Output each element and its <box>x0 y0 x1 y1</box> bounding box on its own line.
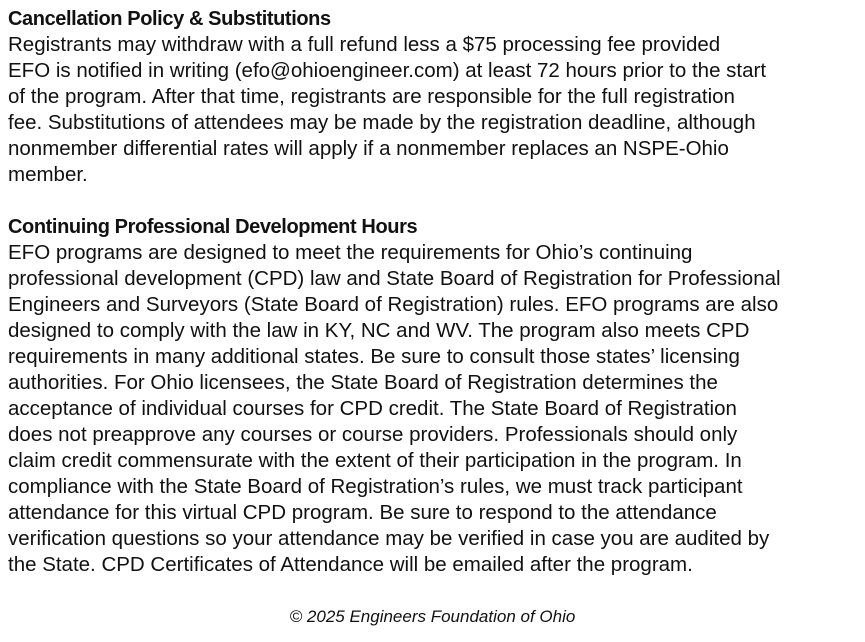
body-line: designed to comply with the law in KY, NC and WV. The program also meets CPD <box>8 319 750 342</box>
cpd-heading: Continuing Professional Development Hours <box>8 216 418 238</box>
body-line: requirements in many additional states. Be sure to consult those states’ licensing <box>8 345 740 368</box>
cancellation-body <box>8 32 858 188</box>
body-line: member. <box>8 163 88 186</box>
body-line: EFO is notified in writing (efo@ohioengineer.com) at least 72 hours prior to the start <box>8 59 767 82</box>
copyright-footer: © 2025 Engineers Foundation of Ohio <box>289 607 576 626</box>
body-line: claim credit commensurate with the extent of their participation in the program. In <box>8 449 742 472</box>
body-line: professional development (CPD) law and State Board of Registration for Professional <box>8 267 781 290</box>
cancellation-heading: Cancellation Policy & Substitutions <box>8 8 331 30</box>
body-line: compliance with the State Board of Registration’s rules, we must track participant <box>8 475 743 498</box>
body-line: EFO programs are designed to meet the requirements for Ohio’s continuing <box>8 241 693 264</box>
body-line: fee. Substitutions of attendees may be made by the registration deadline, although <box>8 111 756 134</box>
body-line: the State. CPD Certificates of Attendance will be emailed after the program. <box>8 553 693 576</box>
body-line: attendance for this virtual CPD program. Be sure to respond to the attendance <box>8 501 717 524</box>
document-page <box>8 6 858 578</box>
body-line: authorities. For Ohio licensees, the State Board of Registration determines the <box>8 371 718 394</box>
body-line: acceptance of individual courses for CPD credit. The State Board of Registration <box>8 397 737 420</box>
body-line: of the program. After that time, registrants are responsible for the full registration <box>8 85 735 108</box>
cpd-body <box>8 240 858 578</box>
body-line: Registrants may withdraw with a full refund less a $75 processing fee provided <box>8 33 721 56</box>
body-line: does not preapprove any courses or course providers. Professionals should only <box>8 423 738 446</box>
body-line: nonmember differential rates will apply if a nonmember replaces an NSPE-Ohio <box>8 137 729 160</box>
body-line: Engineers and Surveyors (State Board of Registration) rules. EFO programs are also <box>8 293 779 316</box>
body-line: verification questions so your attendance may be verified in case you are audited by <box>8 527 770 550</box>
section-spacer <box>8 188 858 214</box>
